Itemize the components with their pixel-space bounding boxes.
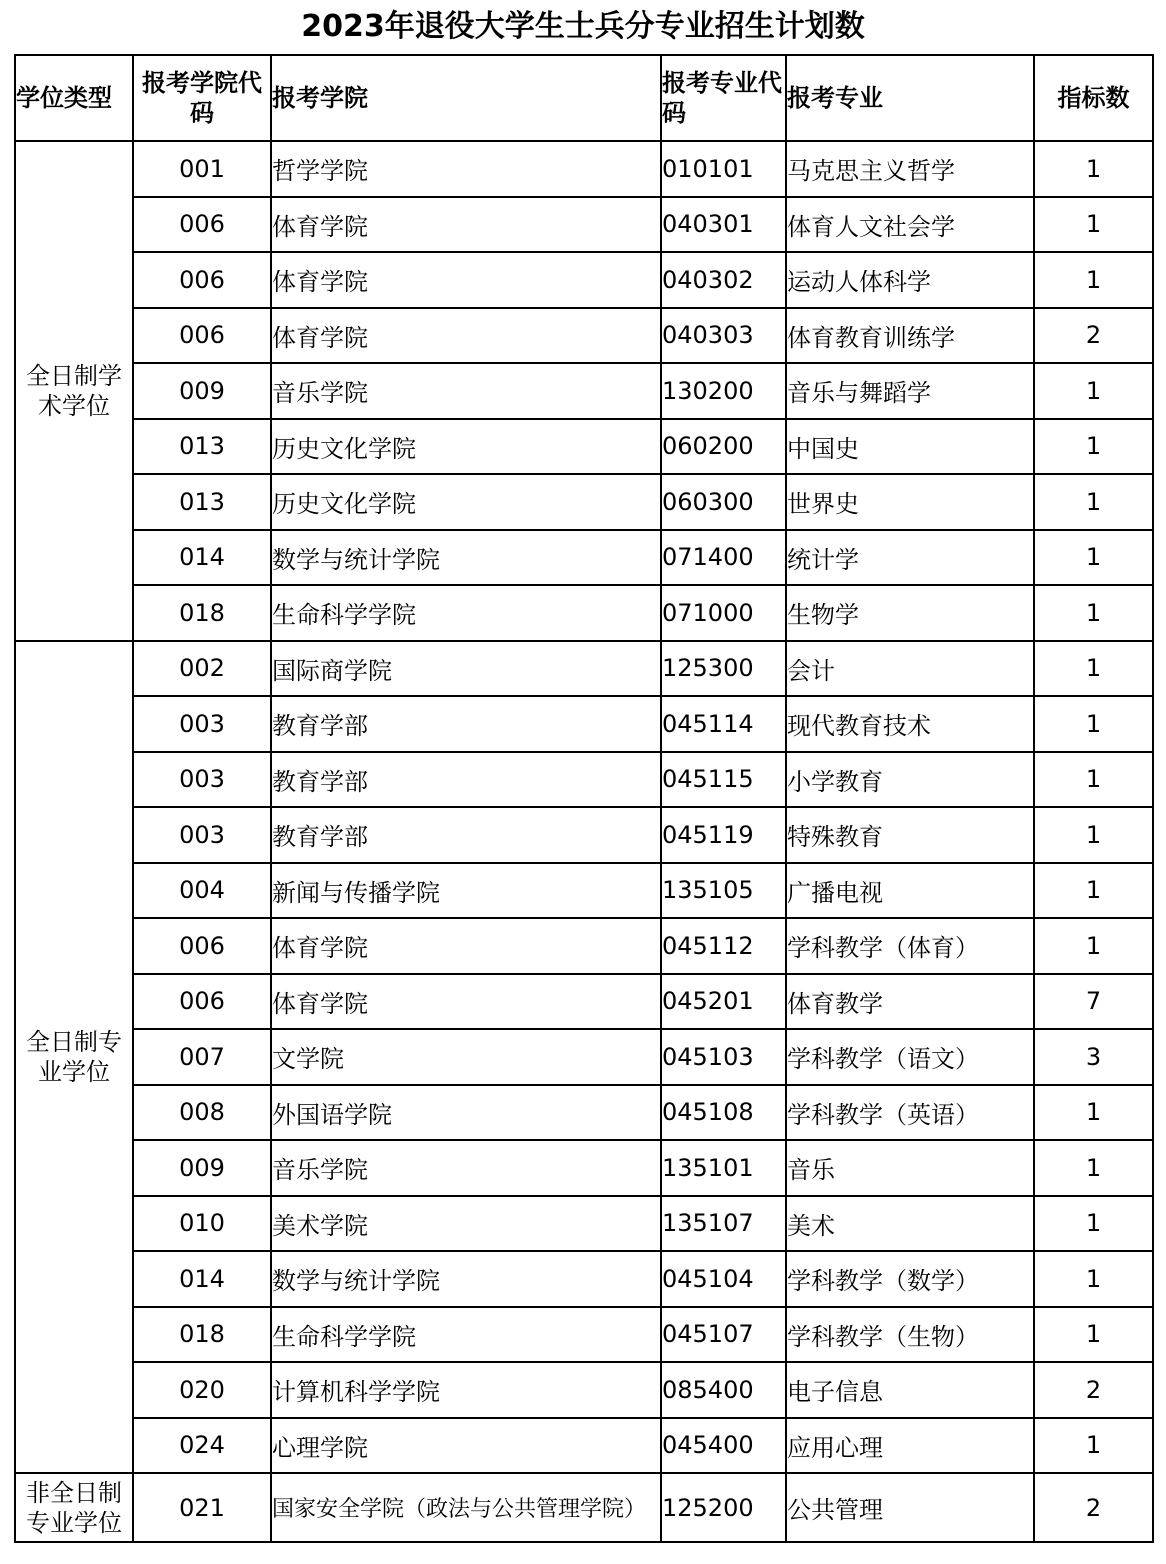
header-major: 报考专业 <box>786 55 1034 141</box>
major-code-cell: 010101 <box>661 141 786 197</box>
major-cell: 马克思主义哲学 <box>786 141 1034 197</box>
college-cell: 国家安全学院（政法与公共管理学院） <box>271 1473 661 1542</box>
table-row <box>15 752 1153 808</box>
college-cell: 国际商学院 <box>271 641 661 697</box>
college-code-cell: 009 <box>133 1140 271 1196</box>
college-cell: 音乐学院 <box>271 1140 661 1196</box>
college-code-cell: 006 <box>133 918 271 974</box>
quota-cell: 1 <box>1034 1196 1153 1252</box>
major-cell: 学科教学（数学） <box>786 1251 1034 1307</box>
table-row <box>15 585 1153 641</box>
college-cell: 历史文化学院 <box>271 474 661 530</box>
major-code-cell: 040301 <box>661 197 786 253</box>
college-code-cell: 021 <box>133 1473 271 1542</box>
header-quota: 指标数 <box>1034 55 1153 141</box>
college-cell: 教育学部 <box>271 696 661 752</box>
table-row <box>15 641 1153 697</box>
major-cell: 应用心理 <box>786 1418 1034 1474</box>
major-code-cell: 045201 <box>661 974 786 1030</box>
quota-cell: 1 <box>1034 1140 1153 1196</box>
major-cell: 世界史 <box>786 474 1034 530</box>
header-major-code: 报考专业代码 <box>661 55 786 141</box>
college-cell: 历史文化学院 <box>271 419 661 475</box>
table-row <box>15 1418 1153 1474</box>
major-code-cell: 060200 <box>661 419 786 475</box>
major-code-cell: 071000 <box>661 585 786 641</box>
degree-type-cell: 全日制学术学位 <box>15 141 133 641</box>
college-cell: 体育学院 <box>271 308 661 364</box>
quota-cell: 1 <box>1034 419 1153 475</box>
major-code-cell: 135105 <box>661 863 786 919</box>
header-row <box>15 55 1153 141</box>
quota-cell: 1 <box>1034 752 1153 808</box>
major-cell: 中国史 <box>786 419 1034 475</box>
college-cell: 体育学院 <box>271 974 661 1030</box>
table-row <box>15 807 1153 863</box>
college-cell: 新闻与传播学院 <box>271 863 661 919</box>
quota-cell: 1 <box>1034 530 1153 586</box>
quota-cell: 1 <box>1034 918 1153 974</box>
major-cell: 音乐 <box>786 1140 1034 1196</box>
major-cell: 体育教育训练学 <box>786 308 1034 364</box>
table-row <box>15 1473 1153 1542</box>
quota-cell: 3 <box>1034 1029 1153 1085</box>
college-code-cell: 013 <box>133 419 271 475</box>
major-cell: 学科教学（生物） <box>786 1307 1034 1363</box>
college-cell: 美术学院 <box>271 1196 661 1252</box>
major-code-cell: 060300 <box>661 474 786 530</box>
major-code-cell: 125300 <box>661 641 786 697</box>
quota-cell: 1 <box>1034 863 1153 919</box>
major-cell: 学科教学（英语） <box>786 1085 1034 1141</box>
college-code-cell: 014 <box>133 1251 271 1307</box>
header-degree-type: 学位类型 <box>15 55 133 141</box>
major-cell: 电子信息 <box>786 1362 1034 1418</box>
quota-cell: 1 <box>1034 141 1153 197</box>
table-row <box>15 530 1153 586</box>
college-cell: 教育学部 <box>271 752 661 808</box>
enrollment-plan-table <box>14 54 1154 1543</box>
major-cell: 运动人体科学 <box>786 252 1034 308</box>
college-code-cell: 020 <box>133 1362 271 1418</box>
college-code-cell: 001 <box>133 141 271 197</box>
table-row <box>15 1196 1153 1252</box>
college-code-cell: 006 <box>133 197 271 253</box>
quota-cell: 1 <box>1034 1418 1153 1474</box>
table-row <box>15 1251 1153 1307</box>
major-cell: 美术 <box>786 1196 1034 1252</box>
major-cell: 统计学 <box>786 530 1034 586</box>
major-code-cell: 040302 <box>661 252 786 308</box>
college-cell: 体育学院 <box>271 252 661 308</box>
major-code-cell: 040303 <box>661 308 786 364</box>
college-code-cell: 009 <box>133 363 271 419</box>
major-cell: 音乐与舞蹈学 <box>786 363 1034 419</box>
table-row <box>15 197 1153 253</box>
college-cell: 音乐学院 <box>271 363 661 419</box>
quota-cell: 1 <box>1034 474 1153 530</box>
college-code-cell: 003 <box>133 807 271 863</box>
major-code-cell: 045104 <box>661 1251 786 1307</box>
quota-cell: 2 <box>1034 308 1153 364</box>
major-cell: 小学教育 <box>786 752 1034 808</box>
college-code-cell: 007 <box>133 1029 271 1085</box>
header-college: 报考学院 <box>271 55 661 141</box>
major-code-cell: 045108 <box>661 1085 786 1141</box>
quota-cell: 1 <box>1034 585 1153 641</box>
major-code-cell: 045115 <box>661 752 786 808</box>
table-row <box>15 974 1153 1030</box>
college-code-cell: 003 <box>133 752 271 808</box>
college-cell: 外国语学院 <box>271 1085 661 1141</box>
quota-cell: 2 <box>1034 1362 1153 1418</box>
college-code-cell: 006 <box>133 974 271 1030</box>
college-code-cell: 013 <box>133 474 271 530</box>
major-code-cell: 071400 <box>661 530 786 586</box>
table-row <box>15 419 1153 475</box>
major-cell: 体育教学 <box>786 974 1034 1030</box>
college-code-cell: 002 <box>133 641 271 697</box>
table-row <box>15 363 1153 419</box>
degree-type-cell: 非全日制专业学位 <box>15 1473 133 1542</box>
college-code-cell: 006 <box>133 308 271 364</box>
table-row <box>15 696 1153 752</box>
college-code-cell: 018 <box>133 585 271 641</box>
major-code-cell: 125200 <box>661 1473 786 1542</box>
college-code-cell: 014 <box>133 530 271 586</box>
major-code-cell: 045103 <box>661 1029 786 1085</box>
table-row <box>15 1362 1153 1418</box>
major-cell: 现代教育技术 <box>786 696 1034 752</box>
college-code-cell: 008 <box>133 1085 271 1141</box>
major-code-cell: 045119 <box>661 807 786 863</box>
table-row <box>15 1307 1153 1363</box>
table-row <box>15 1029 1153 1085</box>
quota-cell: 1 <box>1034 1085 1153 1141</box>
college-cell: 体育学院 <box>271 918 661 974</box>
major-code-cell: 045112 <box>661 918 786 974</box>
major-code-cell: 045114 <box>661 696 786 752</box>
college-cell: 心理学院 <box>271 1418 661 1474</box>
table-row <box>15 141 1153 197</box>
college-cell: 数学与统计学院 <box>271 1251 661 1307</box>
major-cell: 学科教学（体育） <box>786 918 1034 974</box>
college-cell: 数学与统计学院 <box>271 530 661 586</box>
college-cell: 体育学院 <box>271 197 661 253</box>
college-code-cell: 018 <box>133 1307 271 1363</box>
table-row <box>15 474 1153 530</box>
college-cell: 教育学部 <box>271 807 661 863</box>
college-cell: 生命科学学院 <box>271 1307 661 1363</box>
college-code-cell: 024 <box>133 1418 271 1474</box>
major-code-cell: 135101 <box>661 1140 786 1196</box>
major-cell: 学科教学（语文） <box>786 1029 1034 1085</box>
quota-cell: 1 <box>1034 1307 1153 1363</box>
major-cell: 生物学 <box>786 585 1034 641</box>
table-row <box>15 863 1153 919</box>
major-cell: 公共管理 <box>786 1473 1034 1542</box>
table-row <box>15 308 1153 364</box>
major-code-cell: 130200 <box>661 363 786 419</box>
college-code-cell: 004 <box>133 863 271 919</box>
major-code-cell: 135107 <box>661 1196 786 1252</box>
quota-cell: 1 <box>1034 197 1153 253</box>
major-cell: 体育人文社会学 <box>786 197 1034 253</box>
quota-cell: 1 <box>1034 1251 1153 1307</box>
quota-cell: 1 <box>1034 641 1153 697</box>
major-code-cell: 045400 <box>661 1418 786 1474</box>
quota-cell: 7 <box>1034 974 1153 1030</box>
major-cell: 特殊教育 <box>786 807 1034 863</box>
table-row <box>15 1085 1153 1141</box>
page-title: 2023年退役大学生士兵分专业招生计划数 <box>301 9 865 44</box>
table-row <box>15 918 1153 974</box>
quota-cell: 1 <box>1034 363 1153 419</box>
college-code-cell: 003 <box>133 696 271 752</box>
quota-cell: 1 <box>1034 807 1153 863</box>
table-row <box>15 1140 1153 1196</box>
quota-cell: 2 <box>1034 1473 1153 1542</box>
college-cell: 计算机科学学院 <box>271 1362 661 1418</box>
college-code-cell: 006 <box>133 252 271 308</box>
college-cell: 生命科学学院 <box>271 585 661 641</box>
table-row <box>15 252 1153 308</box>
college-cell: 文学院 <box>271 1029 661 1085</box>
quota-cell: 1 <box>1034 696 1153 752</box>
degree-type-cell: 全日制专业学位 <box>15 641 133 1474</box>
header-college-code: 报考学院代码 <box>133 55 271 141</box>
college-code-cell: 010 <box>133 1196 271 1252</box>
quota-cell: 1 <box>1034 252 1153 308</box>
major-cell: 广播电视 <box>786 863 1034 919</box>
major-code-cell: 045107 <box>661 1307 786 1363</box>
college-cell: 哲学学院 <box>271 141 661 197</box>
major-cell: 会计 <box>786 641 1034 697</box>
major-code-cell: 085400 <box>661 1362 786 1418</box>
